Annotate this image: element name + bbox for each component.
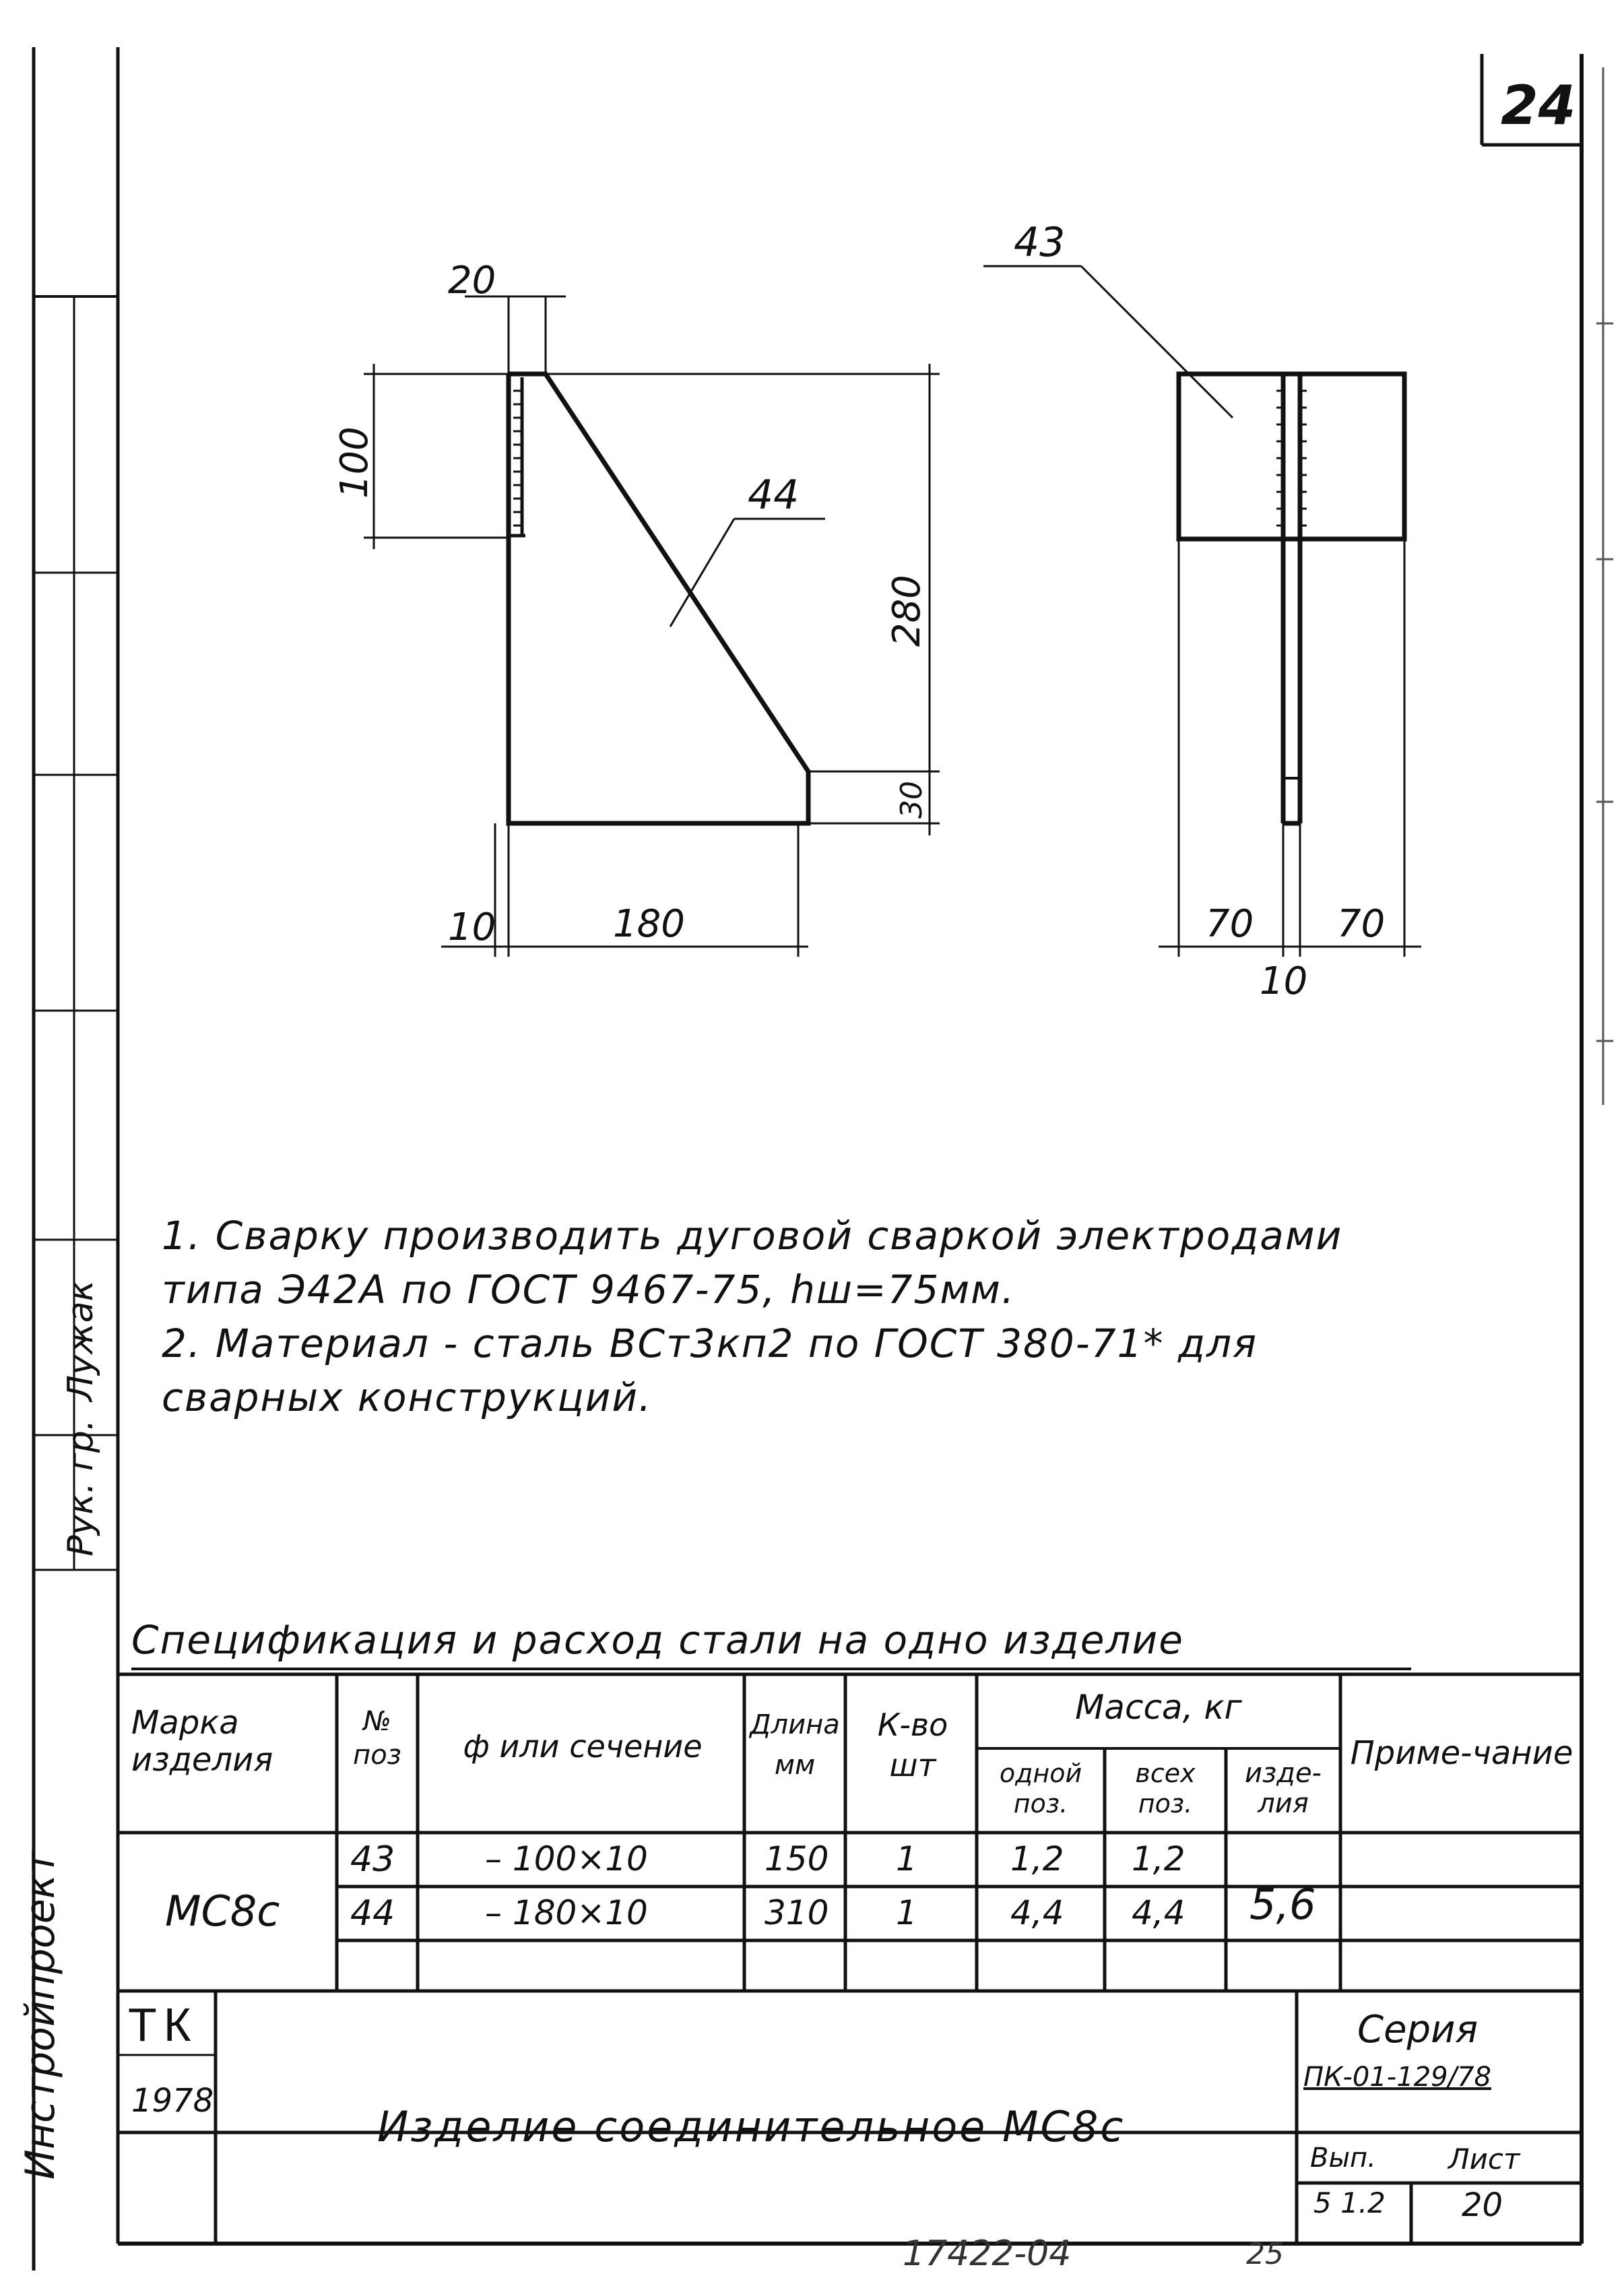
row-length: 310 — [765, 1893, 829, 1932]
title-block-year: 1978 — [131, 2082, 214, 2120]
row-pos: 44 — [350, 1893, 395, 1934]
header-mass-item: изде-лия — [1245, 1758, 1322, 1819]
spec-title: Спецификация и расход стали на одно изделие — [131, 1617, 1184, 1663]
row-qty: 1 — [896, 1893, 917, 1932]
title-block-sheet-label: Лист — [1448, 2143, 1520, 2176]
dim-front-top: 20 — [448, 259, 496, 303]
sidebar-role-vertical: Рук. гр. — [61, 1419, 101, 1556]
footer-doc-number: 17422-04 — [903, 2234, 1072, 2274]
row-mass-one: 4,4 — [1010, 1893, 1064, 1932]
header-mass-one: одной поз. — [999, 1759, 1082, 1818]
note-line-4: сварных конструкций. — [162, 1374, 653, 1420]
header-mass: Масса, кг — [1075, 1688, 1242, 1727]
dim-side-right: 70 — [1337, 902, 1386, 946]
row-length: 150 — [765, 1839, 829, 1878]
spec-mark: МС8с — [165, 1887, 280, 1936]
header-note: Приме-чание — [1350, 1734, 1573, 1772]
row-mass-all: 1,2 — [1132, 1839, 1185, 1878]
sheet-number: 24 — [1501, 74, 1576, 137]
dim-side-left: 70 — [1206, 902, 1254, 946]
dim-front-right: 280 — [885, 575, 929, 647]
title-block-series: ПК-01-129/78 — [1303, 2062, 1491, 2093]
dim-front-bottom: 180 — [613, 902, 685, 946]
dim-front-right-bottom: 30 — [895, 781, 929, 819]
header-mass-all: всех поз. — [1135, 1759, 1196, 1818]
note-line-3: 2. Материал - сталь ВСт3кп2 по ГОСТ 380-71* для — [162, 1321, 1258, 1366]
dim-front-left: 100 — [333, 426, 377, 499]
part-label-43: 43 — [1014, 219, 1066, 266]
header-section: ф или сечение — [463, 1728, 703, 1765]
header-mark: Марка изделия — [131, 1704, 273, 1779]
note-line-1: 1. Сварку производить дуговой сваркой электродами — [162, 1213, 1343, 1259]
footer-page: 25 — [1246, 2237, 1284, 2271]
header-length: Длина мм — [750, 1709, 840, 1781]
row-mass-one: 1,2 — [1010, 1839, 1064, 1878]
part-label-44: 44 — [748, 472, 800, 519]
title-block-title: Изделие соединительное МС8с — [377, 2102, 1126, 2151]
title-block-org: ТК — [128, 1998, 198, 2051]
header-pos: № поз — [353, 1706, 401, 1771]
row-qty: 1 — [896, 1839, 917, 1878]
sidebar-org-vertical: Инстройпроект — [17, 1851, 64, 2180]
title-block-sheet: 20 — [1462, 2186, 1503, 2224]
title-block-issue: 5 1.2 — [1313, 2186, 1386, 2219]
title-block-series-label: Серия — [1357, 2008, 1479, 2052]
note-line-2: типа Э42А по ГОСТ 9467-75, hш=75мм. — [162, 1267, 1016, 1312]
row-mass-all: 4,4 — [1132, 1893, 1185, 1932]
row-pos: 43 — [350, 1839, 395, 1880]
row-section: – 100×10 — [485, 1839, 648, 1878]
row-section: – 180×10 — [485, 1893, 648, 1932]
header-qty: К-во шт — [877, 1707, 948, 1783]
spec-mass-item: 5,6 — [1249, 1880, 1316, 1929]
title-block-issue-label: Вып. — [1310, 2143, 1376, 2174]
dim-side-middle: 10 — [1260, 959, 1308, 1003]
dim-front-bottom-left: 10 — [448, 906, 496, 949]
sidebar-name-vertical: Лужак — [61, 1280, 101, 1401]
